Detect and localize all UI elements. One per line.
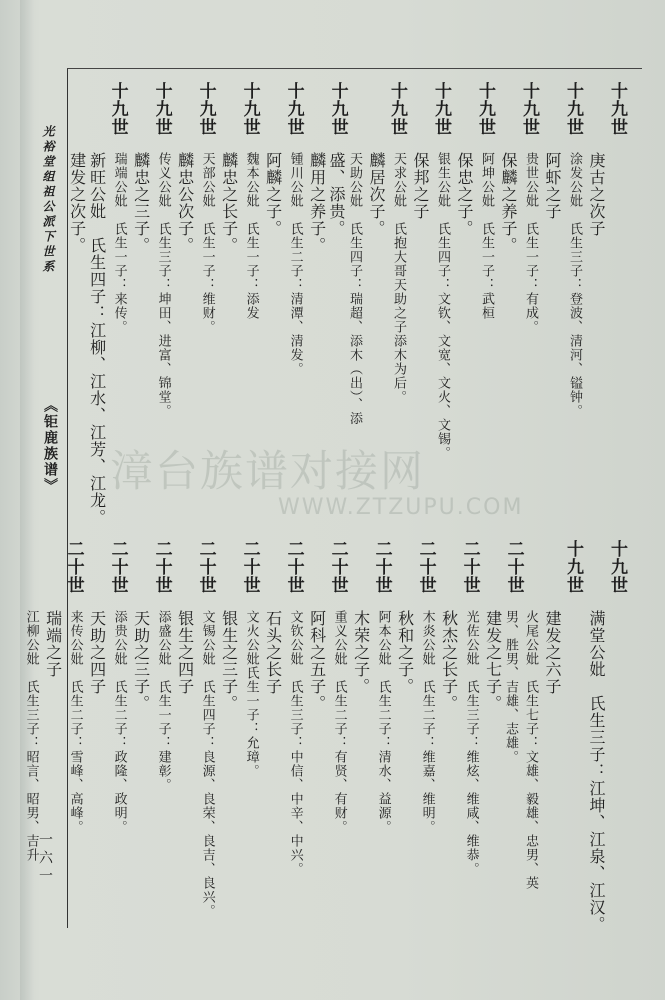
generation-label: 十九世 — [607, 540, 627, 594]
entry-line: 天部公妣 氏生一子：维财。 — [199, 152, 215, 334]
entry-line: 天求公妣 氏抱大哥天助之子添木为后。 — [391, 152, 406, 404]
margin-rule-top — [67, 68, 642, 69]
entry-line: 石头之长子 — [263, 610, 283, 695]
entry-line: 秋杰之长子。 — [439, 610, 459, 712]
entry-line: 满堂公妣 氏生三子：江坤、江泉、江汉。 — [587, 610, 606, 933]
entry-line: 涂发公妣 氏生三子：登波、清河、镒钟。 — [567, 152, 582, 418]
entry-line: 天助之三子。 — [131, 610, 151, 712]
entry-line: 庚古之次子 — [587, 152, 606, 237]
entry-line: 秋和之子。 — [395, 610, 415, 695]
entry-line: 木炎公妣 氏生二子：维嘉、维明。 — [419, 610, 435, 834]
generation-label: 二十世 — [283, 540, 304, 594]
entry-line: 保麟之养子。 — [499, 152, 518, 254]
entry-line: 传义公妣 氏生三子：坤田、进富、锦堂。 — [155, 152, 171, 418]
generation-label: 二十世 — [327, 540, 348, 594]
entry-line: 男、胜男、吉雄、志雄。 — [503, 610, 518, 764]
entry-line: 天助之四子 — [87, 610, 107, 695]
entry-line: 建发之七子。 — [483, 610, 503, 712]
entry-line: 麟忠之长子。 — [219, 152, 239, 254]
generation-label: 二十世 — [151, 540, 172, 594]
entry-line: 保邦之子 — [411, 152, 430, 220]
entry-line: 麟居次子。 — [367, 152, 386, 237]
entry-line: 文锡公妣 氏生四子：良源、良荣、良吉、良兴。 — [199, 610, 215, 918]
entry-line: 银生公妣 氏生四子：文钦、文宽、文火、文锡。 — [435, 152, 450, 460]
entry-line: 光佐公妣 氏生三子：维炫、维咸、维恭。 — [463, 610, 479, 876]
entry-line: 瑞端之子 — [43, 610, 63, 678]
generation-label: 十九世 — [563, 540, 583, 594]
entry-line: 魏本公妣 氏生一子：添发 — [243, 152, 259, 320]
entry-line: 麟用之养子。 — [307, 152, 327, 254]
generation-label: 十九世 — [151, 82, 172, 136]
watermark-url: WWW.ZTZUPU.COM — [278, 495, 524, 520]
entry-line: 阿虾之子 — [543, 152, 562, 220]
entry-line: 阿科之五子。 — [307, 610, 327, 712]
entry-line: 建发之次子。 — [67, 152, 87, 254]
generation-label: 十九世 — [107, 82, 128, 136]
entry-line: 文钦公妣 氏生三子：中信、中辛、中兴。 — [287, 610, 303, 876]
generation-label: 十九世 — [283, 82, 304, 136]
generation-label: 十九世 — [431, 82, 451, 136]
entry-line: 木荣之子。 — [351, 610, 371, 695]
entry-line: 麟忠之三子。 — [131, 152, 151, 254]
entry-line: 银生之三子。 — [219, 610, 239, 712]
generation-label: 十九世 — [607, 82, 627, 136]
entry-line: 添贵公妣 氏生二子：政隆、政明。 — [111, 610, 127, 834]
entry-line: 文火公妣氏生一子：允璋。 — [243, 610, 259, 778]
generation-label: 二十世 — [63, 540, 84, 594]
generation-label: 十九世 — [195, 82, 216, 136]
entry-line: 贵世公妣 氏生一子：有成。 — [523, 152, 538, 334]
generation-label: 二十世 — [107, 540, 128, 594]
generation-label: 十九世 — [387, 82, 407, 136]
entry-line: 建发之六子 — [543, 610, 562, 695]
entry-line: 天助公妣 氏生四子：瑞超、添木（出）、添 — [347, 152, 362, 426]
generation-label: 二十世 — [415, 540, 436, 594]
entry-line: 添盛公妣 氏生一子：建彰。 — [155, 610, 171, 792]
watermark-text: 漳台族谱对接网 — [110, 447, 425, 497]
page-number: 一六一 — [37, 832, 53, 886]
generation-label: 二十世 — [239, 540, 260, 594]
generation-label: 十九世 — [327, 82, 348, 136]
entry-line: 麟忠公次子。 — [175, 152, 195, 254]
entry-line: 锺川公妣 氏生二子：清潭、清发。 — [287, 152, 303, 376]
entry-line: 来传公妣 氏生二子：雪峰、高峰。 — [67, 610, 83, 834]
generation-label: 二十世 — [195, 540, 216, 594]
entry-line: 新旺公妣 氏生四子：江柳、江水、江芳、江龙。 — [87, 152, 107, 526]
entry-line: 阿本公妣 氏生二子：清水、益源。 — [375, 610, 391, 834]
entry-line: 阿麟之子。 — [263, 152, 283, 237]
series-title: 光裕堂组祖公派下世系 — [41, 125, 55, 275]
generation-label: 二十世 — [371, 540, 392, 594]
entry-line: 火尾公妣 氏生七子：文雄、毅雄、忠男、英 — [523, 610, 538, 890]
entry-line: 保忠之子。 — [455, 152, 474, 237]
entry-line: 阿坤公妣 氏生一子：武桓 — [479, 152, 494, 320]
generation-label: 十九世 — [563, 82, 583, 136]
generation-label: 二十世 — [503, 540, 524, 594]
entry-line: 重义公妣 氏生二子：有贤、有财。 — [331, 610, 347, 834]
entry-line: 江柳公妣 氏生三子：昭言、昭男、吉升 — [23, 610, 39, 862]
generation-label: 十九世 — [519, 82, 539, 136]
entry-line: 银生之四子 — [175, 610, 195, 695]
generation-label: 十九世 — [239, 82, 260, 136]
generation-label: 二十世 — [459, 540, 480, 594]
book-title: 《钜鹿族谱》 — [42, 398, 58, 494]
generation-label: 十九世 — [475, 82, 495, 136]
entry-line: 瑞端公妣 氏生一子：来传。 — [111, 152, 127, 334]
entry-line: 盛、添贵。 — [327, 152, 346, 237]
